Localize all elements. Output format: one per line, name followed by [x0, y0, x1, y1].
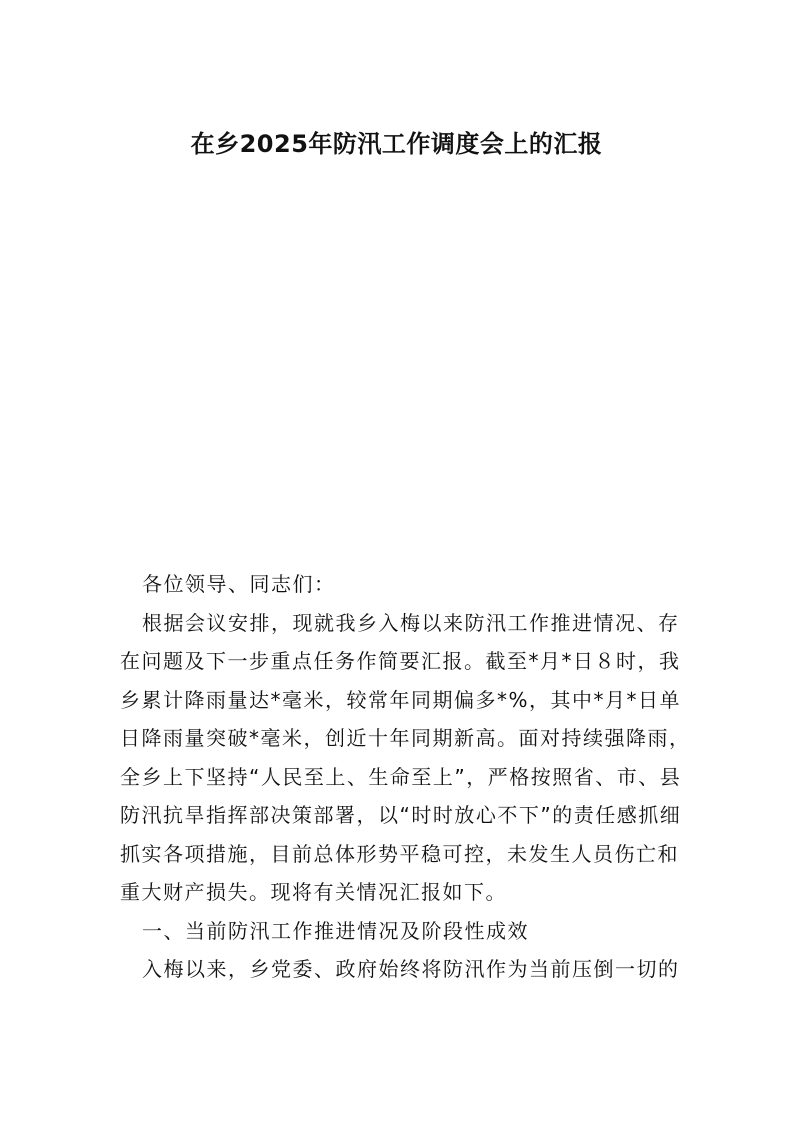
paragraph-1-line: 乡累计降雨量达*毫米，较常年同期偏多*%，其中*月*日单: [120, 687, 682, 712]
paragraph-1-line: 在问题及下一步重点任务作简要汇报。截至*月*日８时，我: [120, 649, 681, 673]
paragraph-1-line: 防汛抗旱指挥部决策部署，以“时时放心不下”的责任感抓细: [120, 803, 682, 827]
document-body: [120, 565, 691, 989]
paragraph-2-line: 入梅以来，乡党委、政府始终将防汛作为当前压倒一切的: [142, 957, 680, 981]
paragraph-1-line: 日降雨量突破*毫米，创近十年同期新高。面对持续强降雨，: [120, 726, 691, 750]
section-heading: 一、当前防汛工作推进情况及阶段性成效: [142, 918, 529, 943]
paragraph-1-line: 全乡上下坚持“人民至上、生命至上”，严格按照省、市、县: [120, 764, 682, 789]
paragraph-1-line: 根据会议安排，现就我乡入梅以来防汛工作推进情况、存: [142, 610, 680, 635]
paragraph-1-line: 抓实各项措施，目前总体形势平稳可控，未发生人员伤亡和: [120, 841, 679, 866]
paragraph-1-line: 重大财产损失。现将有关情况汇报如下。: [120, 880, 507, 904]
document-title: 在乡2025年防汛工作调度会上的汇报: [190, 130, 603, 158]
salutation: 各位领导、同志们：: [142, 572, 336, 596]
